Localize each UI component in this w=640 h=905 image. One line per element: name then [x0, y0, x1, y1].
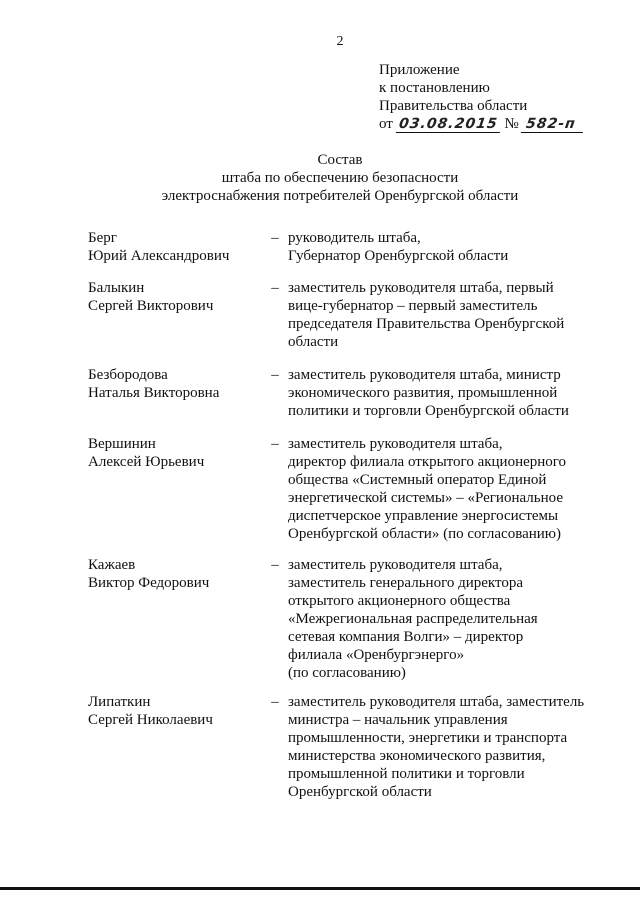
member-name	[88, 693, 268, 729]
page-number: 2	[336, 34, 344, 49]
member-surname: Липаткин	[88, 694, 151, 710]
member-role: заместитель руководителя штаба, первый вице-губернатор – первый заместитель председателя Правительства Оренбургской области	[288, 280, 565, 350]
heading-subtitle-line2: электроснабжения потребителей Оренбургской области	[161, 188, 519, 204]
member-given-names: Алексей Юрьевич	[88, 454, 205, 470]
member-name	[88, 435, 268, 471]
member-role: заместитель руководителя штаба, директор филиала открытого акционерного общества «Системный оператор Единой энергетической системы» – «Региональное диспетчерское управление энергосистемы Оренбургской области» (по согласованию)	[288, 436, 567, 542]
member-surname: Безбородова	[88, 367, 168, 383]
member-given-names: Виктор Федорович	[88, 575, 210, 591]
member-dash: –	[271, 280, 279, 296]
member-name	[88, 279, 268, 315]
appendix-line-government: Правительства области	[379, 98, 528, 114]
member-surname: Берг	[88, 230, 117, 246]
member-given-names: Наталья Викторовна	[88, 385, 220, 401]
member-dash: –	[271, 230, 279, 246]
member-given-names: Сергей Николаевич	[88, 712, 213, 728]
heading-title: Состав	[317, 152, 363, 168]
member-dash: –	[271, 694, 279, 710]
member-name	[88, 556, 268, 592]
member-dash: –	[271, 367, 279, 383]
member-surname: Кажаев	[88, 557, 136, 573]
member-surname: Вершинин	[88, 436, 156, 452]
member-role: заместитель руководителя штаба, министр экономического развития, промышленной политики и торговли Оренбургской области	[288, 367, 569, 419]
handwritten-number: 582-п	[521, 116, 585, 133]
member-name	[88, 229, 268, 265]
member-role: руководитель штаба, Губернатор Оренбургской области	[288, 230, 509, 264]
document-heading	[0, 151, 640, 205]
appendix-line-resolution: к постановлению	[379, 80, 490, 96]
member-role: заместитель руководителя штаба, заместитель министра – начальник управления промышленности, энергетики и транспорта министерства экономического развития, промышленной политики и торговли Оренбургской области	[288, 694, 585, 800]
appendix-title: Приложение	[379, 62, 460, 78]
appendix-block	[379, 61, 619, 133]
bottom-rule	[0, 887, 640, 890]
from-label: от	[379, 116, 393, 132]
member-dash: –	[271, 557, 279, 573]
member-name	[88, 366, 268, 402]
handwritten-date: 03.08.2015	[395, 116, 501, 133]
member-surname: Балыкин	[88, 280, 145, 296]
heading-subtitle-line1: штаба по обеспечению безопасности	[221, 170, 459, 186]
member-given-names: Сергей Викторович	[88, 298, 214, 314]
member-dash: –	[271, 436, 279, 452]
appendix-date-number-line	[379, 115, 619, 133]
number-label: №	[504, 116, 519, 132]
member-role: заместитель руководителя штаба, заместитель генерального директора открытого акционерного общества «Межрегиональная распределительная сетевая компания Волги» – директор филиала «Оренбургэнерго» (по согласованию)	[288, 557, 538, 681]
member-given-names: Юрий Александрович	[88, 248, 230, 264]
